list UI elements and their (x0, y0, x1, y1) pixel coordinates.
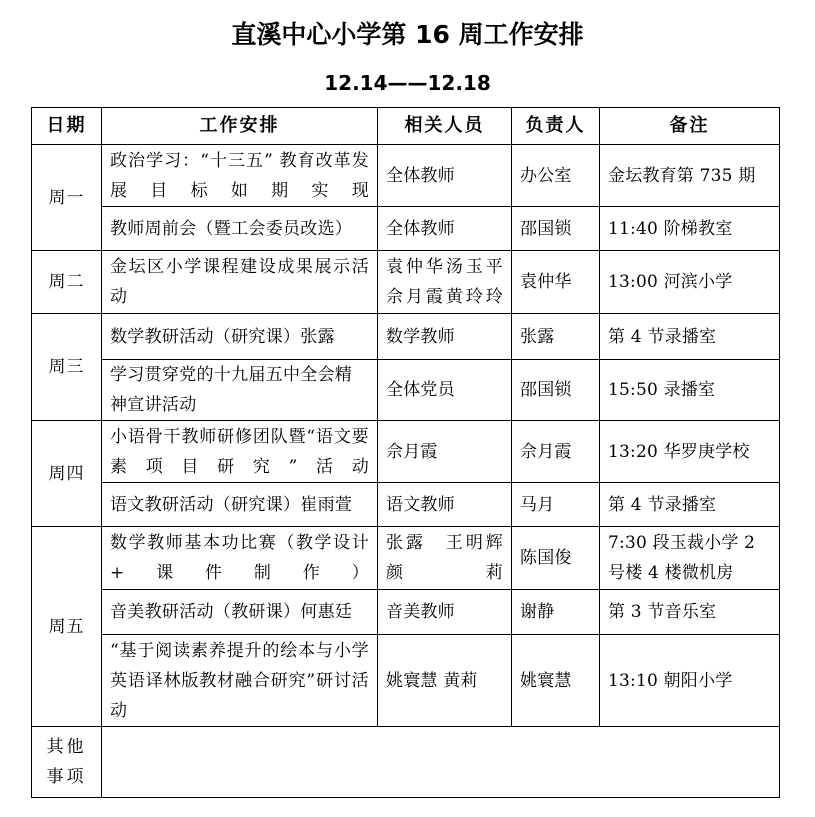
cell-work: 数学教师基本功比赛（教学设计+课件制作） (102, 527, 378, 590)
cell-note: 13:20 华罗庚学校 (600, 421, 780, 483)
other-row (32, 727, 780, 798)
cell-note: 第 4 节录播室 (600, 314, 780, 360)
table-row (32, 590, 780, 635)
schedule-table (31, 107, 780, 798)
cell-owner: 邵国锁 (512, 207, 600, 251)
cell-owner: 谢静 (512, 590, 600, 635)
cell-note: 15:50 录播室 (600, 360, 780, 421)
cell-note: 第 3 节音乐室 (600, 590, 780, 635)
cell-owner: 佘月霞 (512, 421, 600, 483)
cell-people: 姚寰慧 黄莉 (378, 635, 512, 727)
table-row (32, 483, 780, 527)
cell-owner: 办公室 (512, 145, 600, 207)
cell-people: 张露 王明辉颜莉 (378, 527, 512, 590)
cell-owner: 袁仲华 (512, 251, 600, 314)
day-label: 周三 (32, 314, 102, 421)
cell-people: 袁仲华汤玉平佘月霞黄玲玲 (378, 251, 512, 314)
header-note: 备注 (600, 108, 780, 145)
cell-note: 7:30 段玉裁小学 2 号楼 4 楼微机房 (600, 527, 780, 590)
table-row (32, 314, 780, 360)
cell-note: 13:10 朝阳小学 (600, 635, 780, 727)
header-work: 工作安排 (102, 108, 378, 145)
table-header-row (32, 108, 780, 145)
cell-people: 佘月霞 (378, 421, 512, 483)
cell-work: 政治学习：“十三五” 教育改革发展目标如期实现 (102, 145, 378, 207)
cell-work: 小语骨干教师研修团队暨“语文要素项目研究”活动 (102, 421, 378, 483)
day-label: 周一 (32, 145, 102, 251)
cell-people: 数学教师 (378, 314, 512, 360)
table-row (32, 421, 780, 483)
table-row (32, 207, 780, 251)
cell-owner: 姚寰慧 (512, 635, 600, 727)
other-label: 其他 事项 (32, 727, 102, 798)
day-label: 周四 (32, 421, 102, 527)
date-range: 12.14——12.18 (324, 71, 491, 95)
header-people: 相关人员 (378, 108, 512, 145)
header-owner: 负责人 (512, 108, 600, 145)
cell-note: 13:00 河滨小学 (600, 251, 780, 314)
table-row (32, 360, 780, 421)
cell-note: 11:40 阶梯教室 (600, 207, 780, 251)
table-row (32, 635, 780, 727)
cell-work: 数学教研活动（研究课）张露 (102, 314, 378, 360)
cell-work: 语文教研活动（研究课）崔雨萱 (102, 483, 378, 527)
cell-owner: 马月 (512, 483, 600, 527)
cell-work: 学习贯穿党的十九届五中全会精神宣讲活动 (102, 360, 378, 421)
cell-work: 教师周前会（暨工会委员改选） (102, 207, 378, 251)
header-date: 日期 (32, 108, 102, 145)
page-title: 直溪中心小学第 16 周工作安排 (231, 20, 584, 49)
table-row (32, 145, 780, 207)
cell-people: 全体教师 (378, 207, 512, 251)
cell-owner: 陈国俊 (512, 527, 600, 590)
cell-people: 全体党员 (378, 360, 512, 421)
table-row (32, 527, 780, 590)
cell-work: “基于阅读素养提升的绘本与小学英语译林版教材融合研究”研讨活动 (102, 635, 378, 727)
cell-note: 第 4 节录播室 (600, 483, 780, 527)
table-row (32, 251, 780, 314)
day-label: 周五 (32, 527, 102, 727)
cell-people: 音美教师 (378, 590, 512, 635)
cell-work: 音美教研活动（教研课）何惠廷 (102, 590, 378, 635)
cell-note: 金坛教育第 735 期 (600, 145, 780, 207)
cell-work: 金坛区小学课程建设成果展示活动 (102, 251, 378, 314)
day-label: 周二 (32, 251, 102, 314)
cell-people: 全体教师 (378, 145, 512, 207)
cell-owner: 邵国锁 (512, 360, 600, 421)
other-content (102, 727, 780, 798)
cell-owner: 张露 (512, 314, 600, 360)
cell-people: 语文教师 (378, 483, 512, 527)
